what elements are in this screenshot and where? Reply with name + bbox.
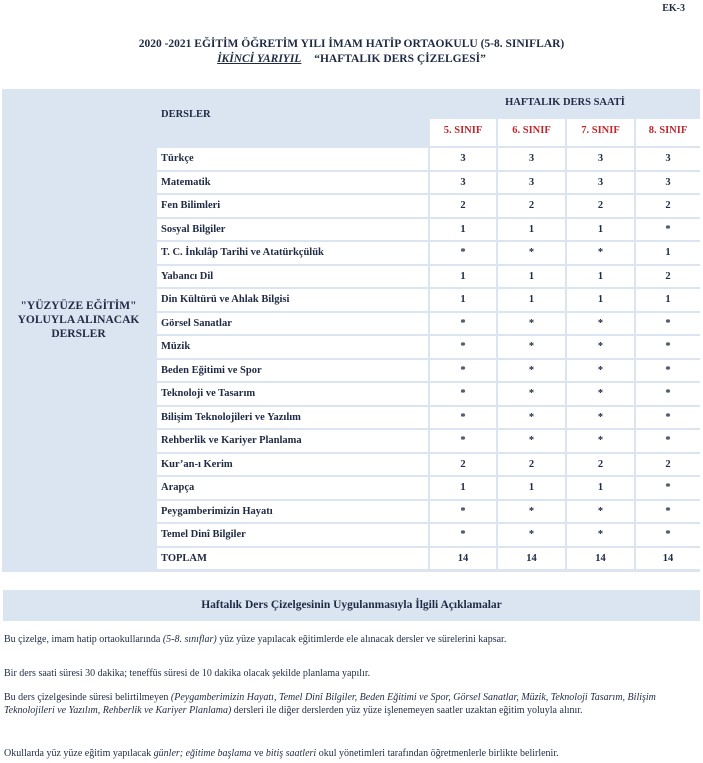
note-remote-c: dersleri ile diğer derslerden yüz yüze işlenemeyen saatler uzaktan eğitim yoluyla alınır. <box>231 705 583 716</box>
subjects-header: DERSLER <box>157 89 428 146</box>
hours-cell: 3 <box>498 148 565 170</box>
hours-cell: * <box>567 524 634 546</box>
hours-cell: 14 <box>636 548 700 570</box>
hours-cell: * <box>567 501 634 523</box>
hours-cell: 1 <box>430 219 496 241</box>
schedule-title: “HAFTALIK DERS ÇİZELGESİ” <box>314 53 486 65</box>
note-schedule-c: ve <box>251 748 266 759</box>
hours-cell: * <box>430 501 496 523</box>
hours-cell: 2 <box>498 454 565 476</box>
hours-cell: * <box>636 524 700 546</box>
note-scope <box>4 633 698 646</box>
hours-cell: * <box>636 407 700 429</box>
hours-cell: * <box>567 407 634 429</box>
schedule-table <box>2 89 700 572</box>
subject-name: Bilişim Teknolojileri ve Yazılım <box>157 407 428 429</box>
hours-cell: 1 <box>430 289 496 311</box>
hours-cell: * <box>567 242 634 264</box>
hours-cell: 3 <box>567 148 634 170</box>
note-remote-a: Bu ders çizelgesinde süresi belirtilmeyen <box>4 692 171 703</box>
note-duration: Bir ders saati süresi 30 dakika; teneffüs süresi de 10 dakika olacak şekilde planlama yapılır. <box>4 668 371 679</box>
hours-cell: * <box>636 383 700 405</box>
hours-cell: 3 <box>430 148 496 170</box>
hours-cell: 1 <box>567 289 634 311</box>
subject-name: Matematik <box>157 172 428 194</box>
hours-cell: * <box>430 360 496 382</box>
hours-cell: * <box>498 524 565 546</box>
subject-name: Türkçe <box>157 148 428 170</box>
hours-cell: * <box>430 242 496 264</box>
subject-name: Teknoloji ve Tasarım <box>157 383 428 405</box>
hours-cell: 14 <box>430 548 496 570</box>
hours-cell: 2 <box>567 195 634 217</box>
note-remote-b: (Peygamberimizin Hayatı, Temel Dinî Bilgiler, Beden Eğitimi ve Spor, Görsel Sanatlar, Müzik, Teknoloji Tasarım, Bilişim Teknolojileri ve Yazılım, Rehberlik ve Kariyer Planlama) <box>4 692 656 716</box>
hours-cell: 2 <box>430 454 496 476</box>
hours-cell: * <box>636 430 700 452</box>
note-schedule <box>4 747 698 760</box>
hours-cell: * <box>636 336 700 358</box>
hours-cell: 14 <box>567 548 634 570</box>
document-title: 2020 -2021 EĞİTİM ÖĞRETİM YILI İMAM HATİP ORTAOKULU (5-8. SINIFLAR) <box>138 38 565 50</box>
subject-name: Fen Bilimleri <box>157 195 428 217</box>
notes-title: Haftalık Ders Çizelgesinin Uygulanmasıyla İlgili Açıklamalar <box>3 590 700 621</box>
hours-cell: * <box>636 219 700 241</box>
subject-name: Beden Eğitimi ve Spor <box>157 360 428 382</box>
hours-cell: * <box>498 383 565 405</box>
document-subtitle <box>0 53 703 65</box>
hours-cell: 1 <box>498 219 565 241</box>
hours-cell: 1 <box>430 477 496 499</box>
hours-cell: * <box>567 383 634 405</box>
hours-cell: 1 <box>567 266 634 288</box>
hours-cell: * <box>430 383 496 405</box>
grade-header: 6. SINIF <box>498 119 565 146</box>
weekly-hours-header: HAFTALIK DERS SAATİ <box>430 89 700 117</box>
subject-name: Sosyal Bilgiler <box>157 219 428 241</box>
subject-name: Görsel Sanatlar <box>157 313 428 335</box>
hours-cell: 3 <box>636 172 700 194</box>
subject-name: T. C. İnkılâp Tarihi ve Atatürkçülük <box>157 242 428 264</box>
hours-cell: * <box>430 336 496 358</box>
hours-cell: * <box>498 360 565 382</box>
hours-cell: 2 <box>636 454 700 476</box>
hours-cell: * <box>636 501 700 523</box>
hours-cell: 1 <box>498 266 565 288</box>
subject-name: Rehberlik ve Kariyer Planlama <box>157 430 428 452</box>
hours-cell: * <box>498 313 565 335</box>
hours-cell: 1 <box>567 219 634 241</box>
hours-cell: 1 <box>636 289 700 311</box>
hours-cell: 2 <box>430 195 496 217</box>
hours-cell: 1 <box>636 242 700 264</box>
hours-cell: * <box>498 242 565 264</box>
note-scope-a: Bu çizelge, imam hatip ortaokullarında <box>4 634 163 645</box>
grade-header: 7. SINIF <box>567 119 634 146</box>
hours-cell: 2 <box>636 266 700 288</box>
hours-cell: * <box>567 313 634 335</box>
hours-cell: 3 <box>636 148 700 170</box>
grade-header: 5. SINIF <box>430 119 496 146</box>
hours-cell: * <box>567 360 634 382</box>
note-scope-c: yüz yüze yapılacak eğitimlerde ele alınacak dersler ve sürelerini kapsar. <box>216 634 507 645</box>
hours-cell: 1 <box>567 477 634 499</box>
subject-name: Arapça <box>157 477 428 499</box>
subject-name: Temel Dinî Bilgiler <box>157 524 428 546</box>
hours-cell: * <box>430 313 496 335</box>
annex-code: EK-3 <box>662 3 685 14</box>
side-label-cell <box>2 89 155 572</box>
note-schedule-b: günler; eğitime başlama <box>153 748 252 759</box>
hours-cell: 2 <box>498 195 565 217</box>
hours-cell: 3 <box>498 172 565 194</box>
semester-label: İKİNCİ YARIYIL <box>217 53 302 65</box>
subject-name: Yabancı Dil <box>157 266 428 288</box>
side-label: "YÜZYÜZE EĞİTİM" YOLUYLA ALINACAK DERSLER <box>17 300 140 340</box>
hours-cell: * <box>567 336 634 358</box>
hours-cell: * <box>430 524 496 546</box>
hours-cell: * <box>498 430 565 452</box>
hours-cell: 14 <box>498 548 565 570</box>
hours-cell: * <box>567 430 634 452</box>
hours-cell: * <box>636 360 700 382</box>
subject-name: Din Kültürü ve Ahlak Bilgisi <box>157 289 428 311</box>
subject-name: Peygamberimizin Hayatı <box>157 501 428 523</box>
hours-cell: * <box>636 313 700 335</box>
note-schedule-e: okul yönetimleri tarafından öğretmenlerle birlikte belirlenir. <box>316 748 559 759</box>
subject-name: Müzik <box>157 336 428 358</box>
hours-cell: 1 <box>430 266 496 288</box>
hours-cell: * <box>498 501 565 523</box>
note-remote <box>4 691 698 717</box>
note-scope-b: (5-8. sınıflar) <box>162 634 217 645</box>
hours-cell: 3 <box>567 172 634 194</box>
hours-cell: * <box>636 477 700 499</box>
hours-cell: * <box>430 407 496 429</box>
hours-cell: * <box>498 407 565 429</box>
hours-cell: 1 <box>498 289 565 311</box>
hours-cell: 1 <box>498 477 565 499</box>
hours-cell: 2 <box>636 195 700 217</box>
total-label: TOPLAM <box>157 548 428 570</box>
hours-cell: * <box>498 336 565 358</box>
hours-cell: * <box>430 430 496 452</box>
subject-name: Kur’an-ı Kerim <box>157 454 428 476</box>
hours-cell: 2 <box>567 454 634 476</box>
hours-cell: 3 <box>430 172 496 194</box>
grade-header: 8. SINIF <box>636 119 700 146</box>
note-schedule-d: bitiş saatleri <box>265 748 317 759</box>
note-schedule-a: Okullarda yüz yüze eğitim yapılacak <box>4 748 154 759</box>
